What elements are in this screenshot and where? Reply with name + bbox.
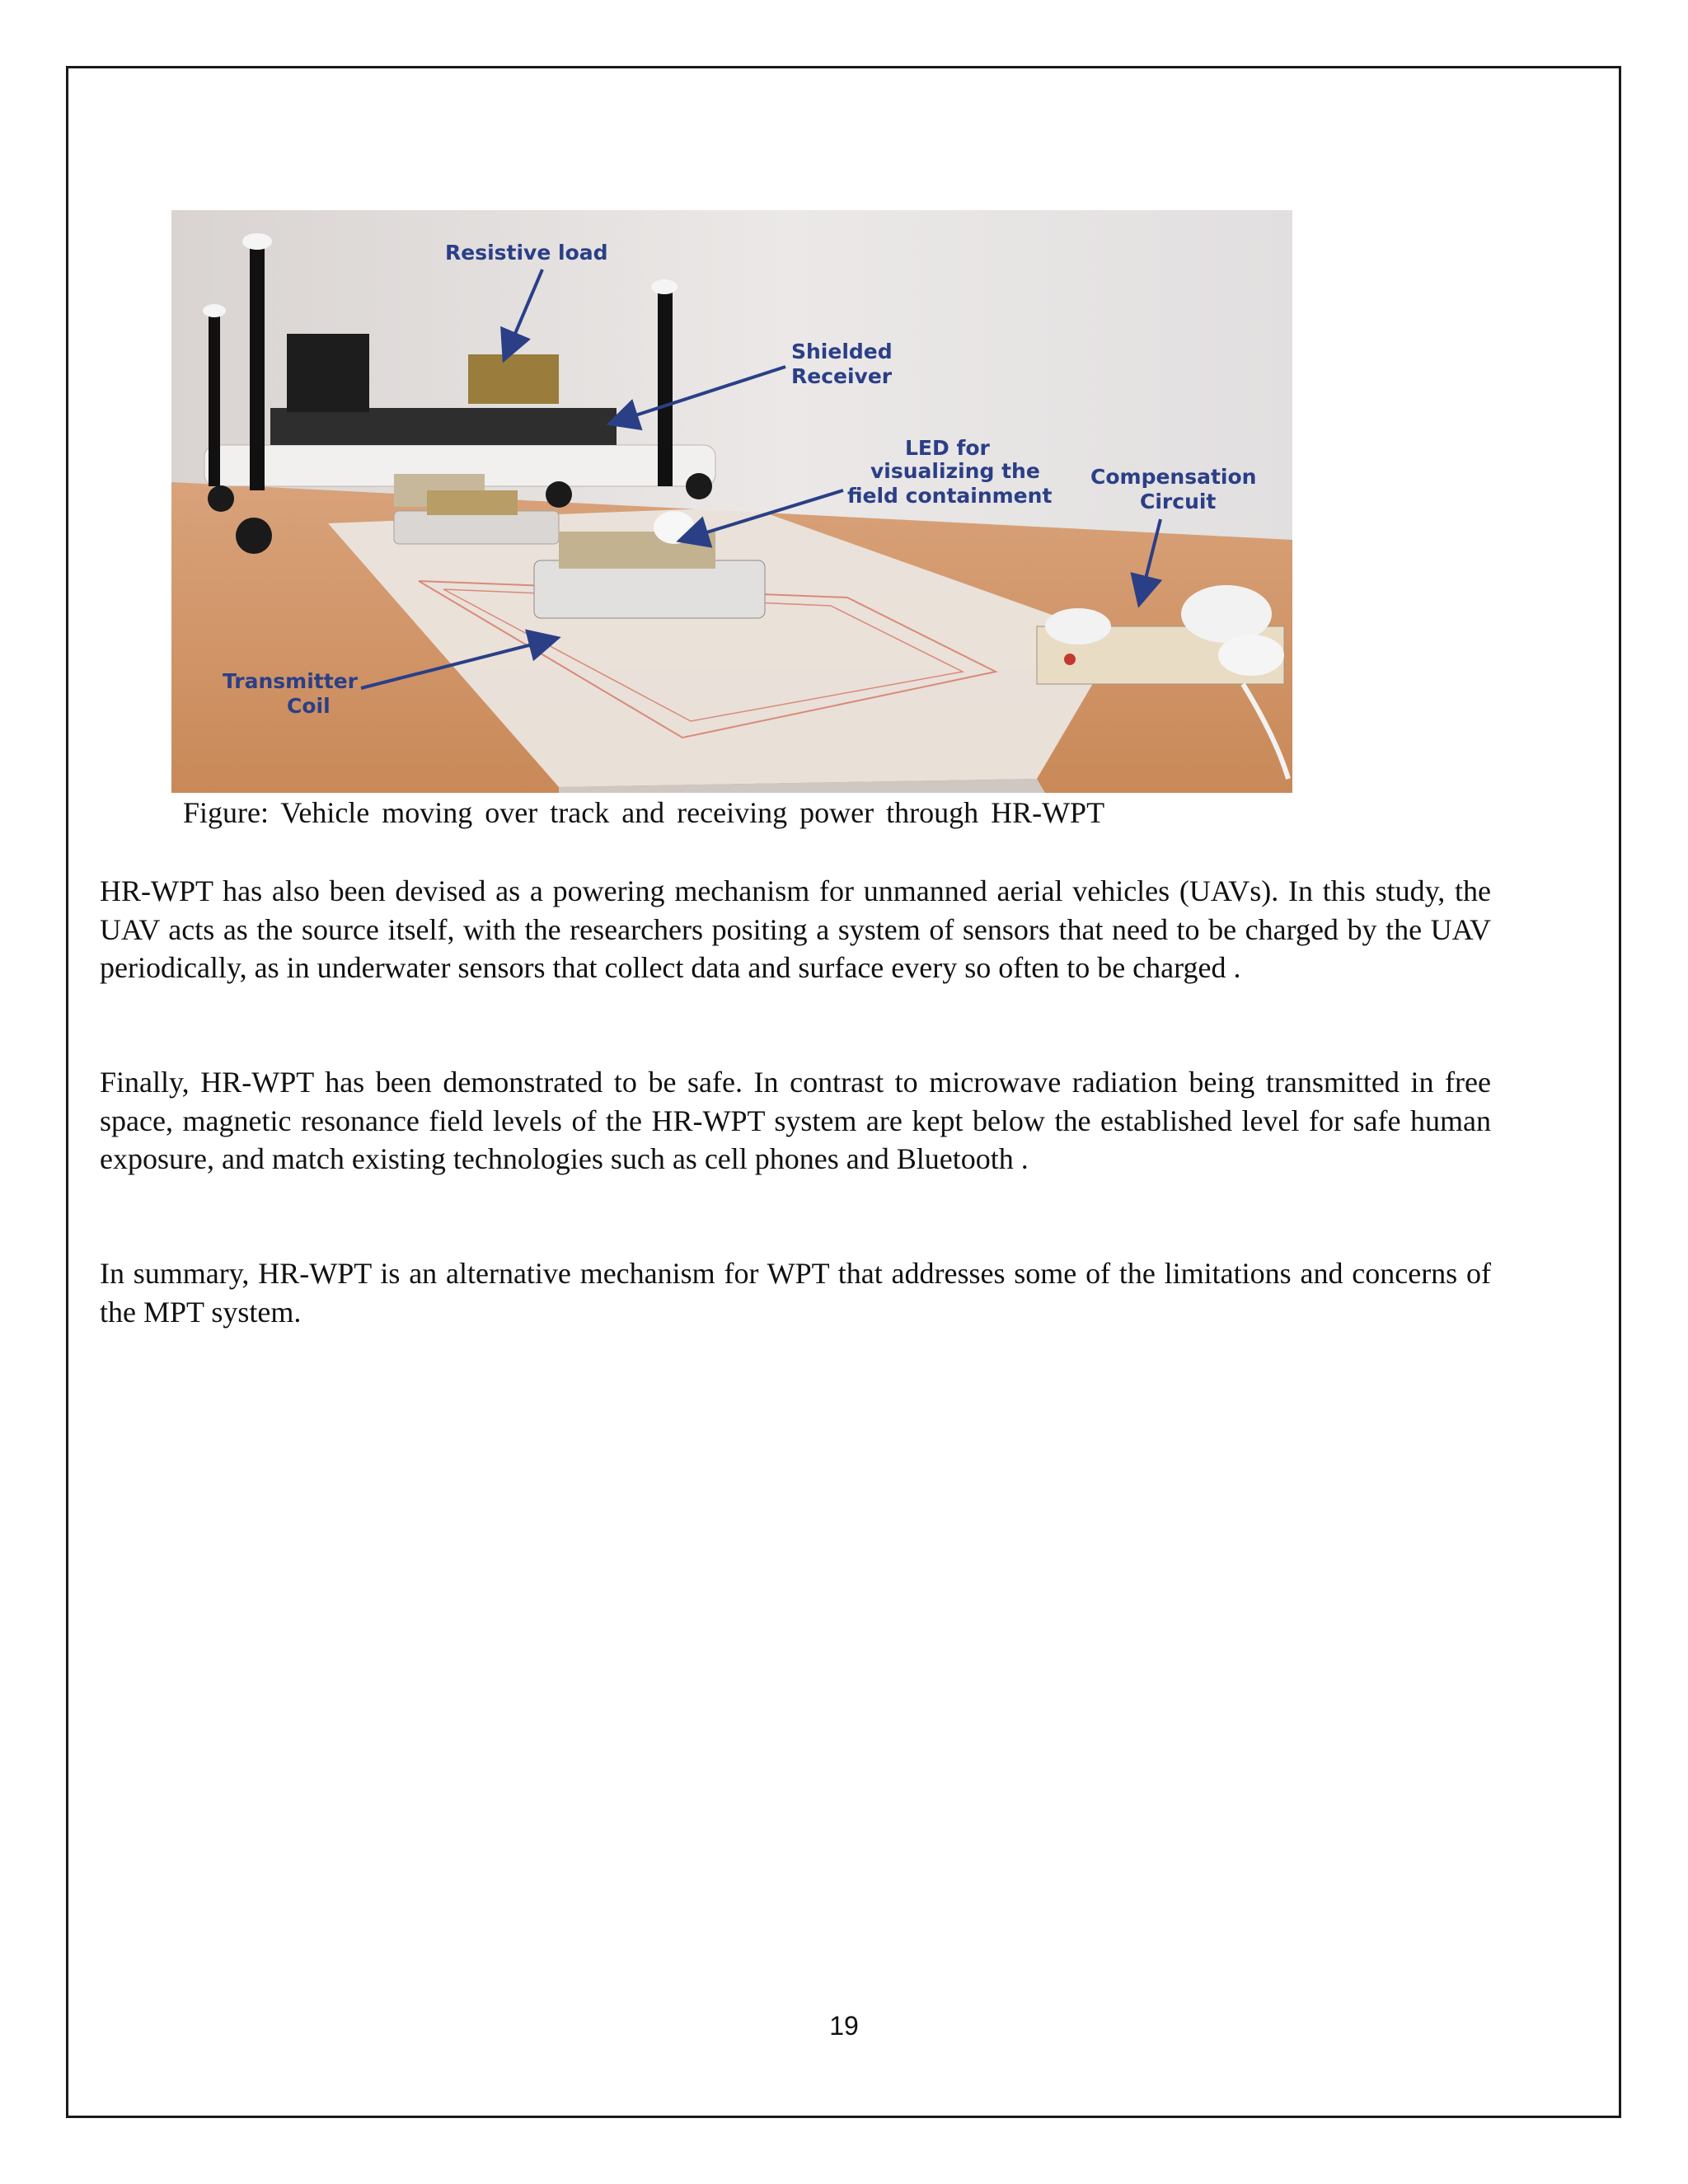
- figure-caption: Figure: Vehicle moving over track and receiving power through HR-WPT: [183, 796, 1105, 829]
- callout-shielded-receiver-line2: Receiver: [791, 364, 893, 388]
- callout-resistive-load: Resistive load: [445, 241, 608, 265]
- callout-led-line3: field containment: [847, 484, 1053, 508]
- hr-wpt-testbed-illustration: [171, 210, 1292, 793]
- body-paragraph-summary: In summary, HR-WPT is an alternative mechanism for WPT that addresses some of the limitations and concerns of the MPT system.: [100, 1257, 1491, 1329]
- body-paragraph-uav: HR-WPT has also been devised as a powering mechanism for unmanned aerial vehicles (UAVs). In this study, the UAV acts as the source itself, with the researchers positing a system of sensors that need to be charged by the UAV periodically, as in underwater sensors that collect data and surface every so often to be charged .: [100, 874, 1491, 984]
- page-number: 19: [829, 2011, 859, 2041]
- callout-compensation-line2: Circuit: [1140, 490, 1217, 513]
- callout-led-line1: LED for: [905, 436, 990, 460]
- body-paragraph-safety: Finally, HR-WPT has been demonstrated to be safe. In contrast to microwave radiation being transmitted in free space, magnetic resonance field levels of the HR-WPT system are kept below the established level for safe human exposure, and match existing technologies such as cell phones and Bluetooth .: [100, 1066, 1491, 1175]
- callout-shielded-receiver-line1: Shielded: [791, 340, 893, 363]
- callout-transmitter-line2: Coil: [287, 694, 331, 718]
- figure-photo: [171, 210, 1292, 793]
- callout-transmitter-line1: Transmitter: [223, 669, 358, 693]
- callout-led-line2: visualizing the: [870, 459, 1040, 483]
- callout-compensation-line1: Compensation: [1090, 465, 1257, 489]
